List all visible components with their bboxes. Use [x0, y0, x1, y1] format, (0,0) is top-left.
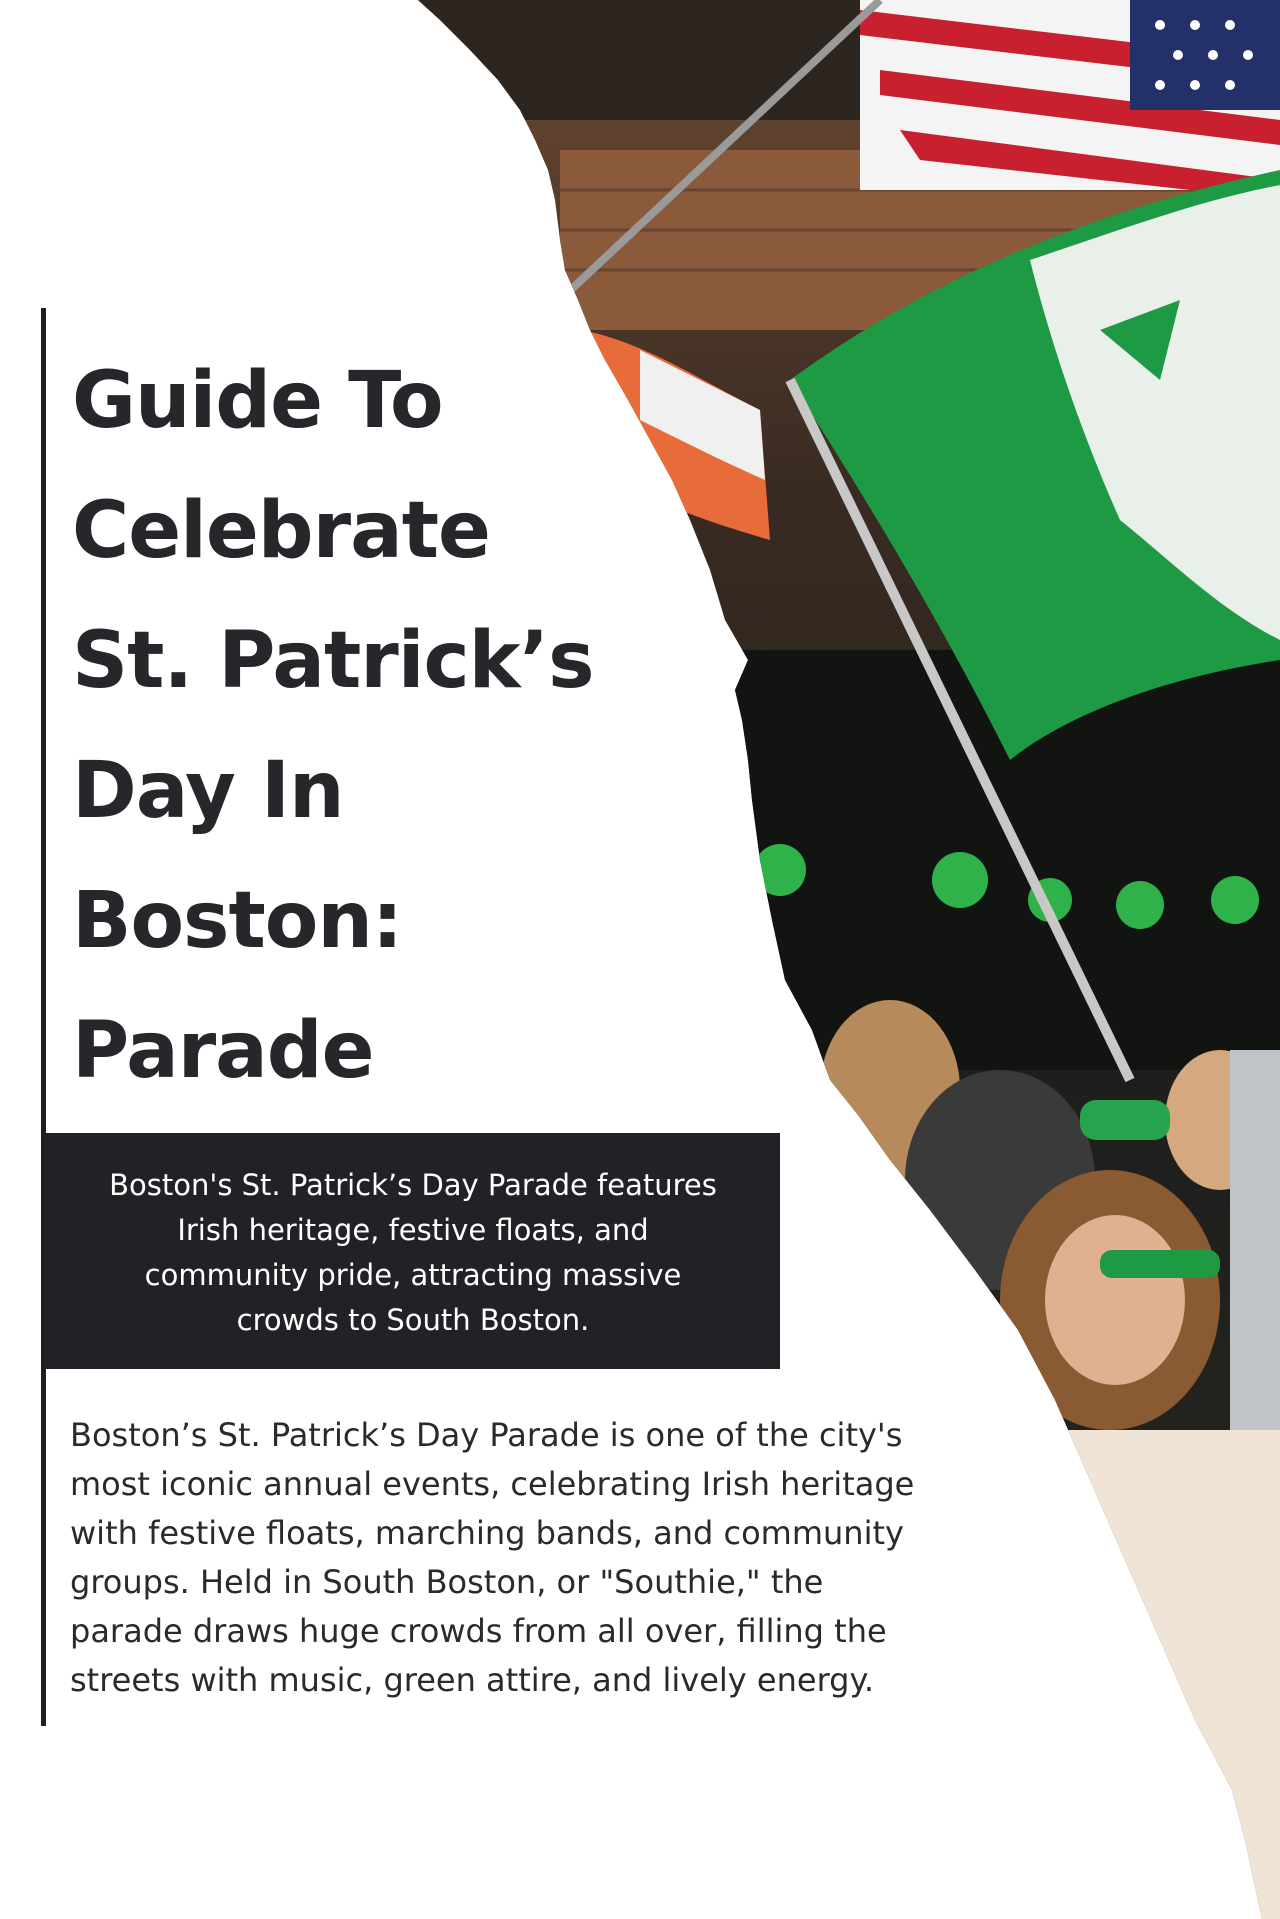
page-title	[72, 336, 632, 1116]
body-line: streets with music, green attire, and lively energy.	[70, 1661, 875, 1699]
summary-line: crowds to South Boston.	[236, 1303, 590, 1337]
body-line: Boston’s St. Patrick’s Day Parade is one of the city's	[70, 1416, 903, 1454]
body-line: groups. Held in South Boston, or "Southie," the	[70, 1563, 824, 1601]
title-line: Guide To	[72, 356, 443, 446]
title-line: Boston:	[72, 876, 403, 966]
body-paragraph	[70, 1411, 990, 1705]
summary-line: Boston's St. Patrick’s Day Parade features	[109, 1168, 717, 1202]
body-line: parade draws huge crowds from all over, filling the	[70, 1612, 887, 1650]
title-line: St. Patrick’s	[72, 616, 594, 706]
body-line: with festive floats, marching bands, and community	[70, 1514, 904, 1552]
accent-bar	[41, 308, 46, 1726]
title-line: Celebrate	[72, 486, 490, 576]
body-line: most iconic annual events, celebrating Irish heritage	[70, 1465, 915, 1503]
summary-box	[46, 1133, 780, 1369]
title-line: Day In	[72, 746, 344, 836]
title-line: Parade	[72, 1006, 374, 1096]
summary-line: community pride, attracting massive	[144, 1258, 682, 1292]
summary-line: Irish heritage, festive floats, and	[177, 1213, 649, 1247]
